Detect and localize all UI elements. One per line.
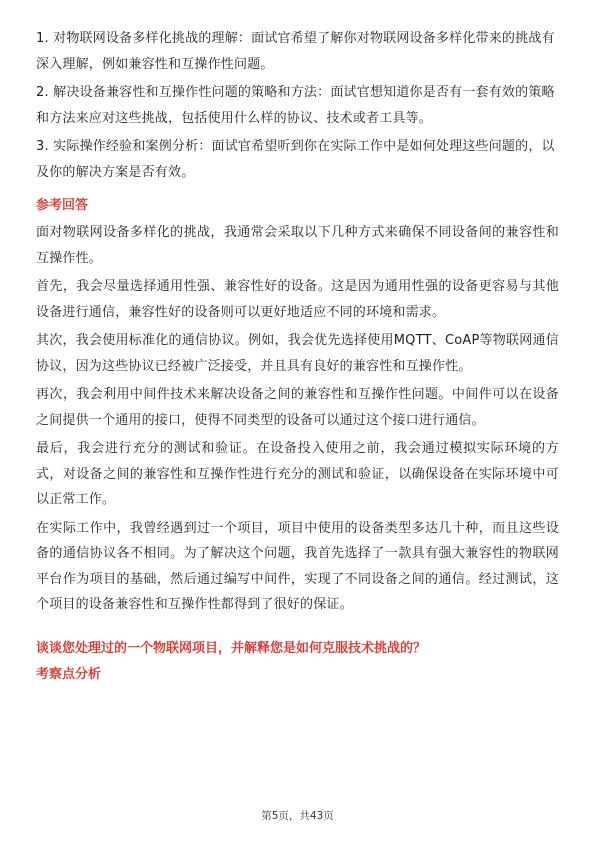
list-item: 1. 对物联网设备多样化挑战的理解：面试官希望了解你对物联网设备多样化带来的挑战有深入理解，例如兼容性和互操作性问题。 [36,31,555,72]
answer-paragraph: 在实际工作中，我曾经遇到过一个项目，项目中使用的设备类型多达几十种，而且这些设备的通信协议各不相同。为了解决这个问题，我首先选择了一款具有强大兼容性的物联网平台作为项目的基础，然后通过编写中间件，实现了不同设备之间的通信。经过测试，这个项目的设备兼容性和互操作性都得到了很好的保证。 [36,520,559,612]
analysis-heading: 考察点分析 [36,666,102,682]
answer-paragraph: 其次，我会使用标准化的通信协议。例如，我会优先选择使用MQTT、CoAP等物联网通信协议，因为这些协议已经被广泛接受，并且具有良好的兼容性和互操作性。 [36,333,559,374]
next-question-title: 谈谈您处理过的一个物联网项目，并解释您是如何克服技术挑战的？ [36,640,427,656]
list-item: 3. 实际操作经验和案例分析：面试官希望听到你在实际工作中是如何处理这些问题的，以及你的解决方案是否有效。 [36,139,555,180]
list-item: 2. 解决设备兼容性和互操作性问题的策略和方法：面试官想知道你是否有一套有效的策略和方法来应对这些挑战，包括使用什么样的协议、技术或者工具等。 [36,85,555,126]
answer-paragraph: 再次，我会利用中间件技术来解决设备之间的兼容性和互操作性问题。中间件可以在设备之间提供一个通用的接口，使得不同类型的设备可以通过这个接口进行通信。 [36,387,559,428]
answer-body [36,220,559,618]
answer-heading: 参考回答 [36,198,89,213]
answer-paragraph: 首先，我会尽量选择通用性强、兼容性好的设备。这是因为通用性强的设备更容易与其他设备进行通信，兼容性好的设备则可以更好地适应不同的环境和需求。 [36,279,559,320]
assessment-list [36,26,559,185]
answer-paragraph: 面对物联网设备多样化的挑战，我通常会采取以下几种方式来确保不同设备间的兼容性和互操作性。 [36,225,559,266]
page-footer: 第5页，共43页 [261,810,334,822]
answer-paragraph: 最后，我会进行充分的测试和验证。在设备投入使用之前，我会通过模拟实际环境的方式，对设备之间的兼容性和互操作性进行充分的测试和验证，以确保设备在实际环境中可以正常工作。 [36,441,559,507]
